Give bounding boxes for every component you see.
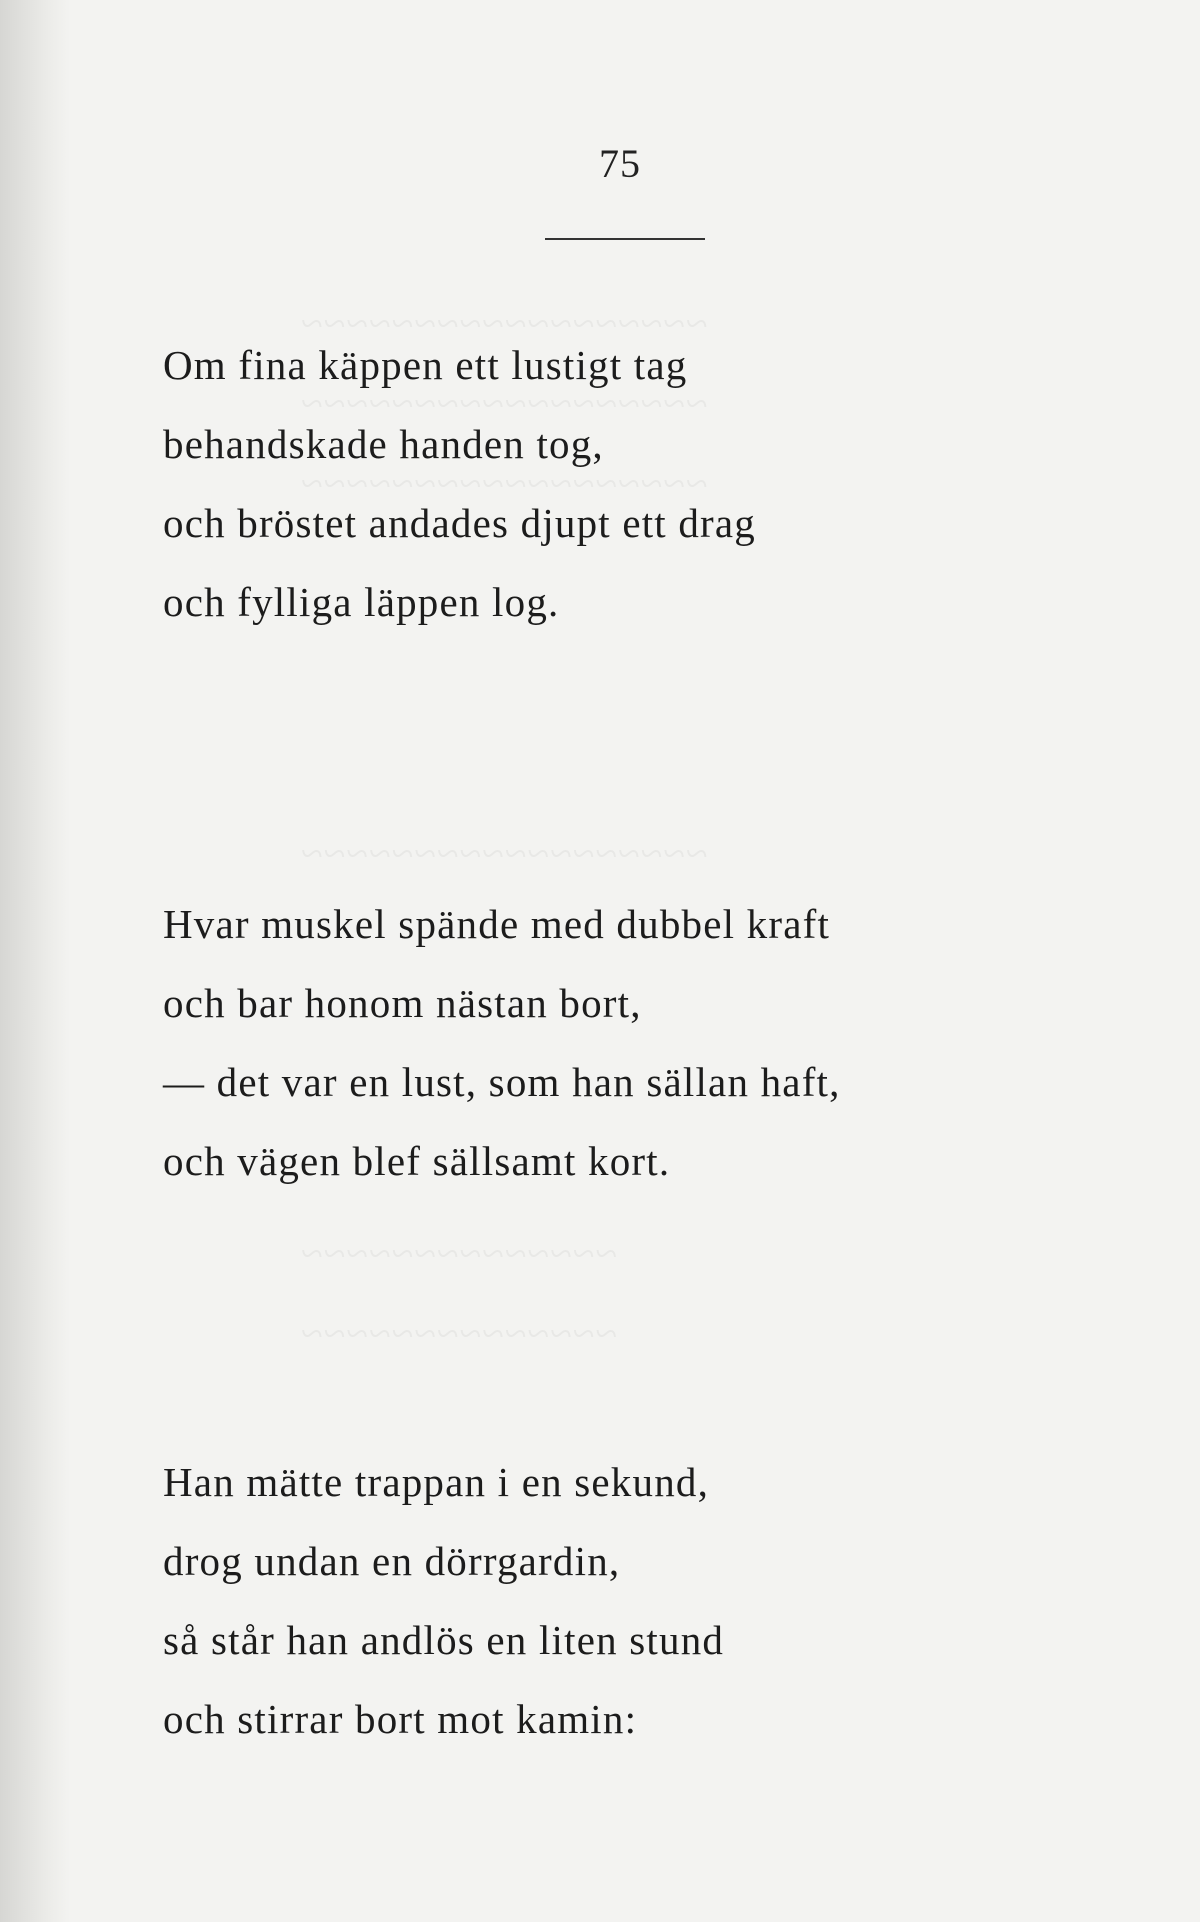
verse-line: Han mätte trappan i en sekund,: [163, 1459, 710, 1505]
verse-line: Om fina käppen ett lustigt tag: [163, 342, 688, 388]
page-gutter-shadow: [0, 0, 70, 1922]
verse-line: och vägen blef sällsamt kort.: [163, 1138, 671, 1184]
stanza-1: [163, 326, 756, 642]
bleed-through-mark: [300, 1230, 617, 1277]
verse-line: Hvar muskel spände med dubbel kraft: [163, 901, 831, 947]
stanza-3: [163, 1443, 724, 1759]
verse-line: och fylliga läppen log.: [163, 579, 560, 625]
bleed-through-mark: [300, 1310, 617, 1357]
verse-line: — det var en lust, som han sällan haft,: [163, 1059, 841, 1105]
bleed-through-mark: [300, 830, 708, 877]
verse-line: och bar honom nästan bort,: [163, 980, 642, 1026]
header-rule: [545, 238, 705, 240]
verse-line: och stirrar bort mot kamin:: [163, 1696, 638, 1742]
verse-line: och bröstet andades djupt ett drag: [163, 500, 756, 546]
stanza-2: [163, 885, 841, 1201]
verse-line: behandskade handen tog,: [163, 421, 604, 467]
verse-line: så står han andlös en liten stund: [163, 1617, 725, 1663]
verse-line: drog undan en dörrgardin,: [163, 1538, 621, 1584]
page-number: 75: [599, 141, 641, 186]
